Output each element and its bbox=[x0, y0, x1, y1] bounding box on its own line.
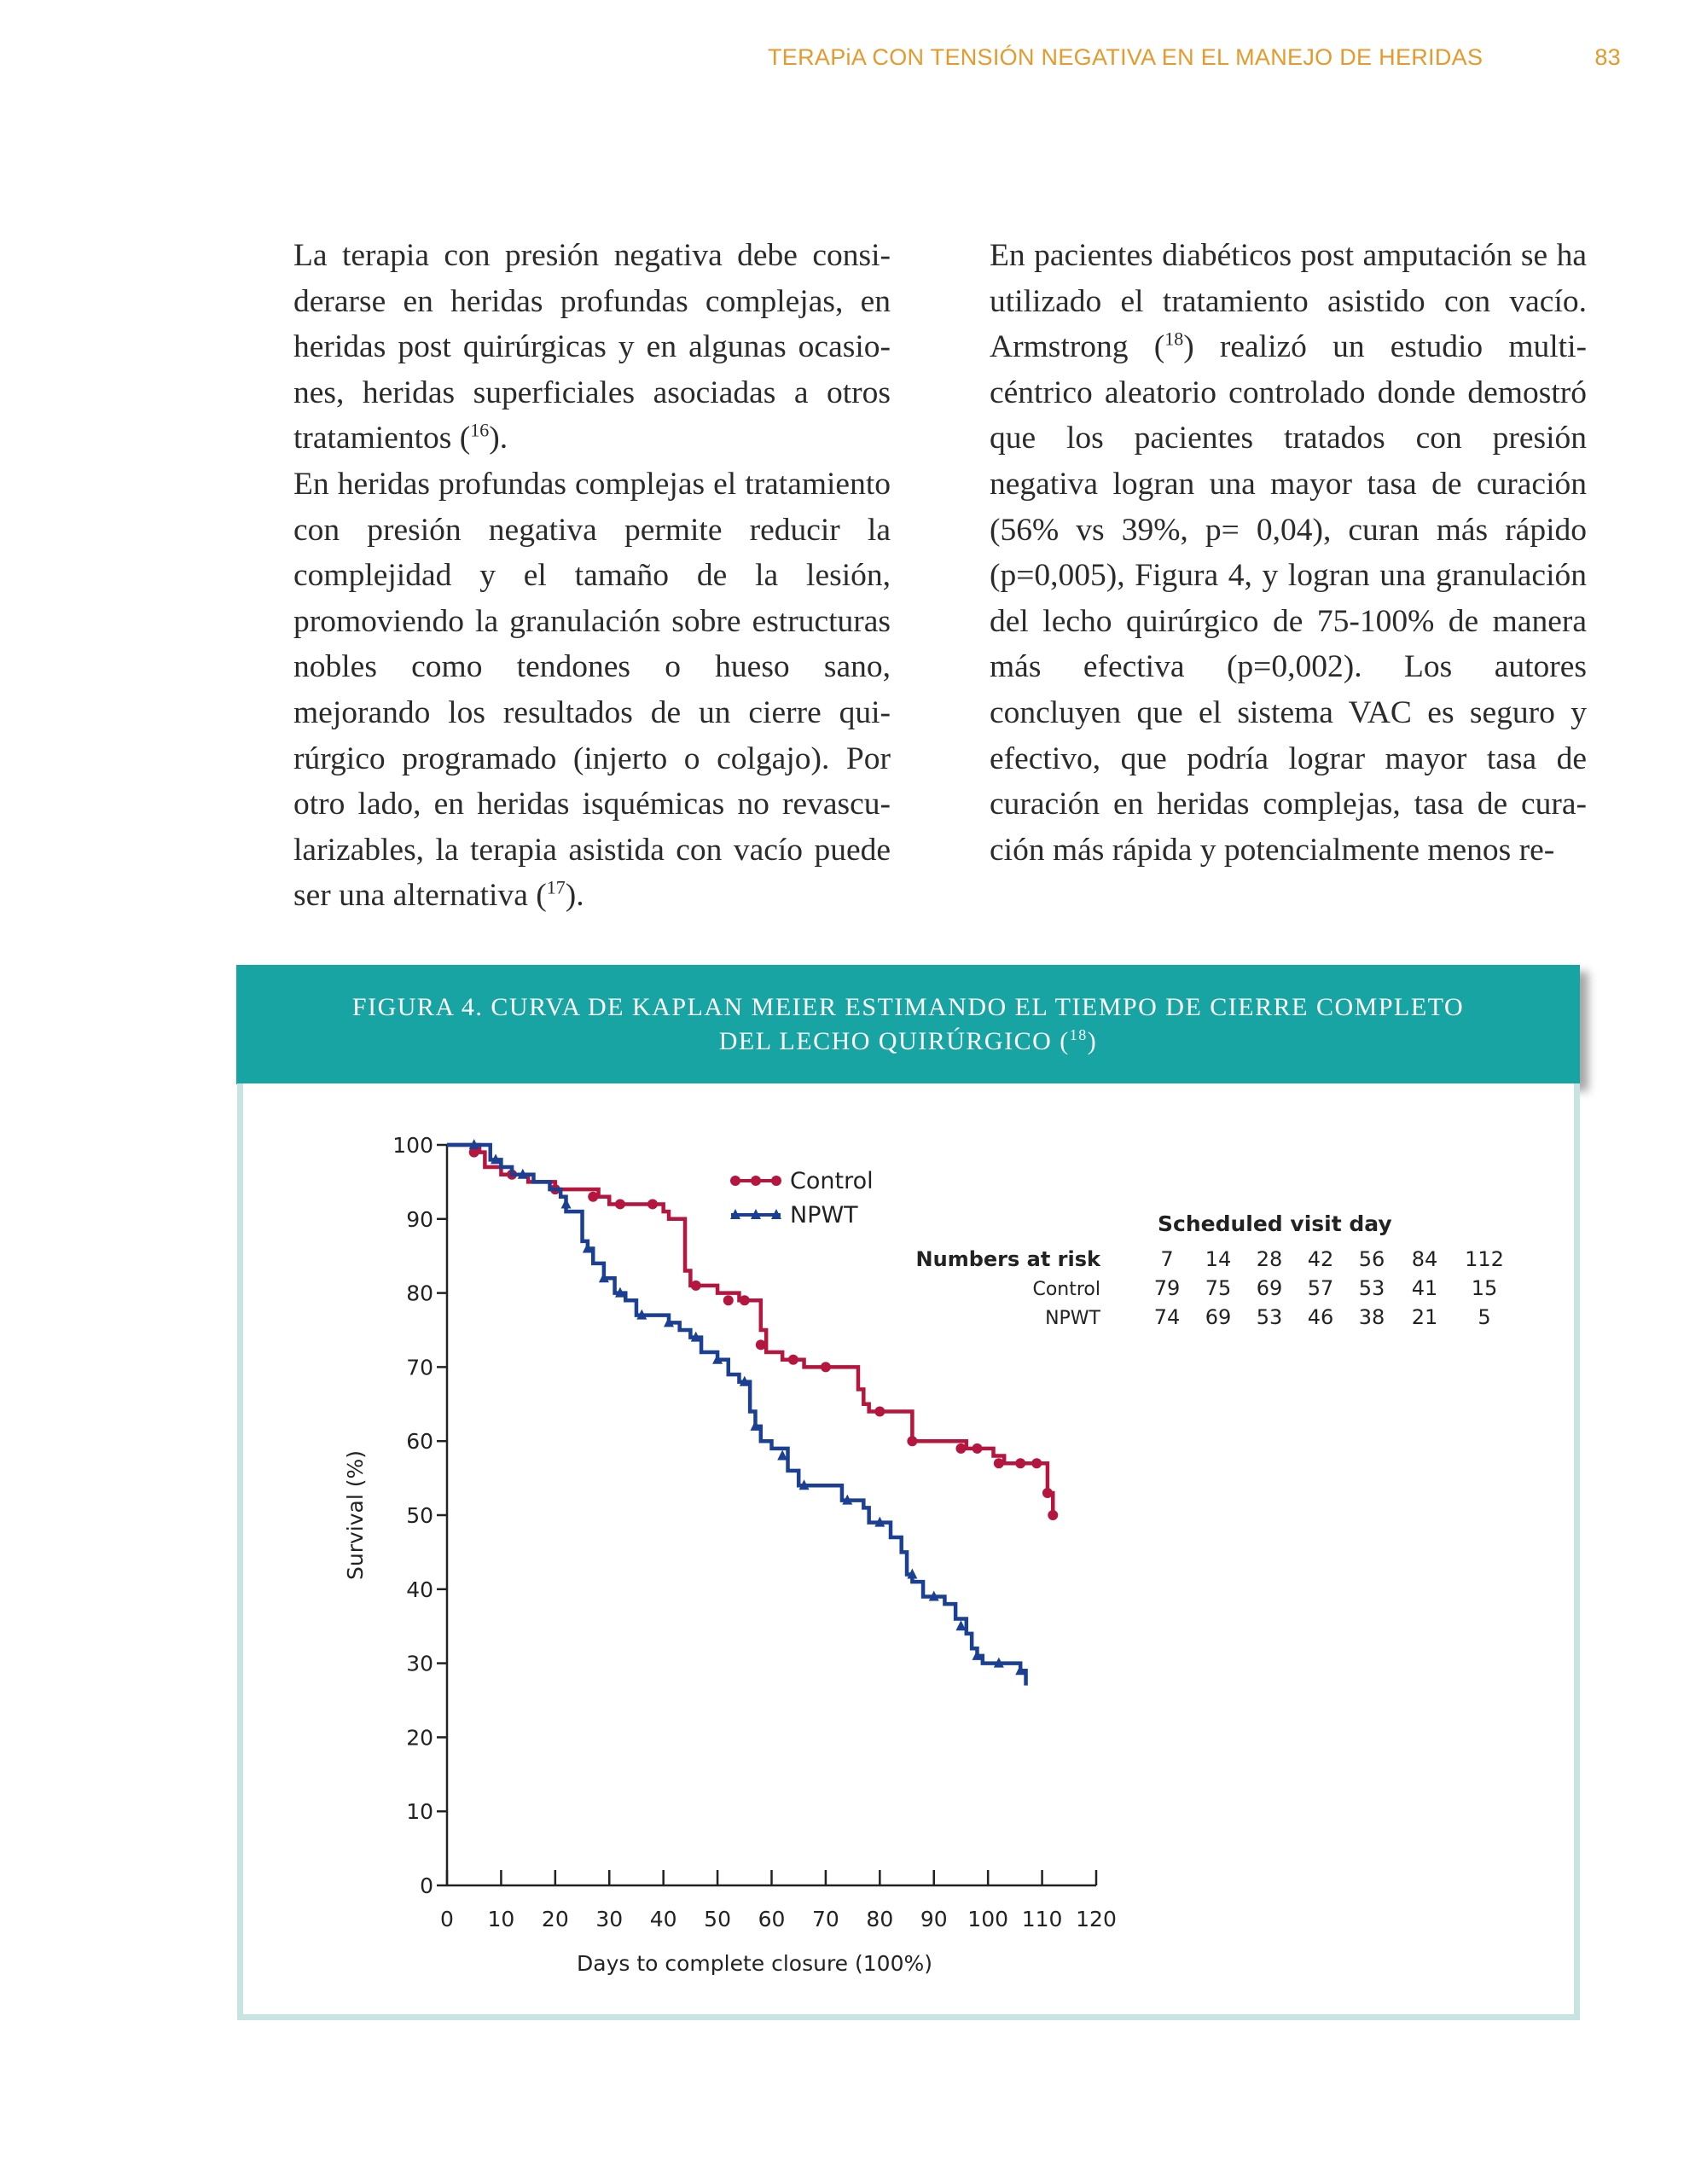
numbers-at-risk-table bbox=[916, 1211, 1504, 1329]
risk-value-npwt: 38 bbox=[1358, 1305, 1385, 1329]
risk-day: 14 bbox=[1205, 1247, 1232, 1271]
x-tick-label: 50 bbox=[704, 1907, 731, 1931]
legend-marker-control bbox=[730, 1176, 740, 1186]
censor-mark-control bbox=[1031, 1458, 1042, 1468]
censor-mark-control bbox=[740, 1295, 750, 1305]
risk-value-npwt: 46 bbox=[1307, 1305, 1334, 1329]
paragraph-2-text: En heridas profundas complejas el tratamiento con presión negativa permite reducir la complejidad y el tamaño de la lesión, promoviendo la granulación sobre estructuras nobles como tendones o hueso sano, mejorando los resultados de un cierre quirúrgico programado (injerto o colgajo). Por otro lado, en heridas isquémicas no revascularizables, la terapia asistida con vacío puede ser una alternativa ( bbox=[293, 466, 891, 914]
censor-mark-control bbox=[994, 1458, 1004, 1468]
chart-legend bbox=[730, 1168, 874, 1228]
censor-mark-control bbox=[972, 1443, 982, 1454]
y-tick-label: 80 bbox=[406, 1281, 433, 1306]
risk-value-control: 15 bbox=[1471, 1276, 1498, 1300]
x-tick-label: 20 bbox=[541, 1907, 569, 1931]
y-tick-label: 40 bbox=[406, 1577, 433, 1602]
risk-day: 28 bbox=[1256, 1247, 1283, 1271]
chart-series bbox=[447, 1139, 1058, 1686]
risk-value-npwt: 53 bbox=[1256, 1305, 1283, 1329]
series-npwt bbox=[447, 1139, 1026, 1686]
censor-mark-npwt bbox=[561, 1198, 572, 1208]
x-axis-title: Days to complete closure (100%) bbox=[577, 1951, 932, 1976]
risk-value-control: 69 bbox=[1256, 1276, 1283, 1300]
x-tick-label: 100 bbox=[967, 1907, 1009, 1931]
series-control bbox=[447, 1145, 1058, 1520]
censor-mark-control bbox=[788, 1355, 798, 1365]
x-tick-label: 10 bbox=[487, 1907, 515, 1931]
legend-marker-control bbox=[751, 1176, 761, 1186]
risk-value-control: 75 bbox=[1205, 1276, 1232, 1300]
risk-value-control: 53 bbox=[1358, 1276, 1385, 1300]
x-tick-label: 40 bbox=[649, 1907, 677, 1931]
risk-row-label-control: Control bbox=[1032, 1279, 1100, 1300]
risk-day: 112 bbox=[1465, 1247, 1504, 1271]
x-tick-label: 0 bbox=[440, 1907, 454, 1931]
figure-caption-line-2-text: DEL LECHO QUIRÚRGICO ( bbox=[718, 1027, 1070, 1055]
censor-mark-control bbox=[821, 1362, 831, 1372]
running-head-title: TERAPiA CON TENSIÓN NEGATIVA EN EL MANEJO DE HERIDAS bbox=[768, 44, 1483, 70]
x-tick-label: 60 bbox=[758, 1907, 786, 1931]
censor-mark-control bbox=[647, 1199, 658, 1209]
x-tick-label: 30 bbox=[595, 1907, 624, 1931]
censor-mark-control bbox=[955, 1443, 966, 1454]
risk-value-npwt: 74 bbox=[1153, 1305, 1181, 1329]
x-tick-label: 90 bbox=[920, 1907, 948, 1931]
censor-mark-control bbox=[1015, 1458, 1025, 1468]
x-tick-label: 70 bbox=[812, 1907, 839, 1931]
y-tick-label: 10 bbox=[406, 1799, 433, 1825]
legend-label-control: Control bbox=[790, 1168, 874, 1194]
risk-table-row-label: Numbers at risk bbox=[915, 1247, 1100, 1271]
censor-mark-control bbox=[1042, 1488, 1053, 1498]
paragraph-3-head: En pacientes diabéticos post amputación se ha utilizado el tratamiento asistido con vacío. Armstrong ( bbox=[990, 238, 1587, 365]
risk-value-control: 57 bbox=[1307, 1276, 1334, 1300]
risk-day: 84 bbox=[1411, 1247, 1438, 1271]
risk-table-title: Scheduled visit day bbox=[1158, 1211, 1392, 1236]
citation-17: 17 bbox=[546, 876, 566, 898]
y-tick-label: 60 bbox=[406, 1429, 433, 1455]
y-tick-label: 100 bbox=[392, 1133, 433, 1158]
risk-value-npwt: 5 bbox=[1478, 1305, 1491, 1329]
x-tick-label: 120 bbox=[1076, 1907, 1117, 1931]
y-axis-title: Survival (%) bbox=[343, 1449, 368, 1581]
x-tick-label: 80 bbox=[866, 1907, 894, 1931]
paragraph-1-text: La terapia con presión negativa debe considerarse en heridas profundas complejas, en heridas post quirúrgicas y en algunas ocasiones, heridas superficiales asociadas a otros tratamientos ( bbox=[293, 238, 891, 456]
paragraph-2-tail: ). bbox=[565, 878, 584, 914]
y-tick-label: 50 bbox=[406, 1503, 433, 1528]
figure-caption-line-1: FIGURA 4. CURVA DE KAPLAN MEIER ESTIMANDO EL TIEMPO DE CIERRE COMPLETO bbox=[351, 993, 1465, 1021]
paragraph-1-tail: ). bbox=[489, 421, 508, 456]
censor-mark-control bbox=[691, 1281, 701, 1291]
series-line-control bbox=[447, 1145, 1053, 1515]
figure-caption-citation: 18 bbox=[1069, 1026, 1088, 1043]
legend-label-npwt: NPWT bbox=[790, 1202, 858, 1228]
y-tick-label: 0 bbox=[420, 1873, 433, 1898]
paragraph-3-tail: ) realizó un estudio multicéntrico aleatorio controlado donde demostró que los pacientes tratados con presión negativa logran una mayor tasa de curación (56% vs 39%, p= 0,04), curan más rápido (p=0,005), Figura 4, y logran una granulación del lecho quirúrgico de 75-100% de manera más efectiva (p=0,002). Los autores concluyen que el sistema VAC es seguro y efectivo, que podría lograr mayor tasa de curación en heridas complejas, tasa de curación más rápida y potencialmente menos re- bbox=[990, 329, 1587, 868]
legend-marker-control bbox=[771, 1176, 781, 1186]
censor-mark-control bbox=[756, 1339, 766, 1350]
figure-caption-tail: ) bbox=[1087, 1027, 1098, 1055]
y-tick-label: 30 bbox=[406, 1651, 433, 1676]
risk-value-npwt: 69 bbox=[1205, 1305, 1232, 1329]
page-number: 83 bbox=[1594, 44, 1621, 70]
y-tick-label: 90 bbox=[406, 1206, 433, 1232]
risk-day: 7 bbox=[1160, 1247, 1174, 1271]
censor-mark-control bbox=[907, 1436, 917, 1446]
risk-value-control: 41 bbox=[1411, 1276, 1438, 1300]
x-tick-label: 110 bbox=[1021, 1907, 1063, 1931]
censor-mark-control bbox=[615, 1199, 625, 1209]
citation-16: 16 bbox=[470, 419, 490, 441]
risk-value-control: 79 bbox=[1153, 1276, 1181, 1300]
censor-mark-control bbox=[874, 1406, 885, 1416]
risk-day: 56 bbox=[1358, 1247, 1385, 1271]
risk-day: 42 bbox=[1307, 1247, 1334, 1271]
y-tick-label: 20 bbox=[406, 1725, 433, 1751]
risk-row-label-npwt: NPWT bbox=[1045, 1308, 1100, 1329]
censor-mark-control bbox=[723, 1295, 734, 1305]
risk-value-npwt: 21 bbox=[1411, 1305, 1438, 1329]
y-tick-label: 70 bbox=[406, 1355, 433, 1380]
series-line-npwt bbox=[447, 1145, 1026, 1686]
censor-mark-control bbox=[588, 1192, 598, 1202]
censor-mark-control bbox=[1048, 1510, 1058, 1520]
citation-18: 18 bbox=[1164, 328, 1184, 350]
